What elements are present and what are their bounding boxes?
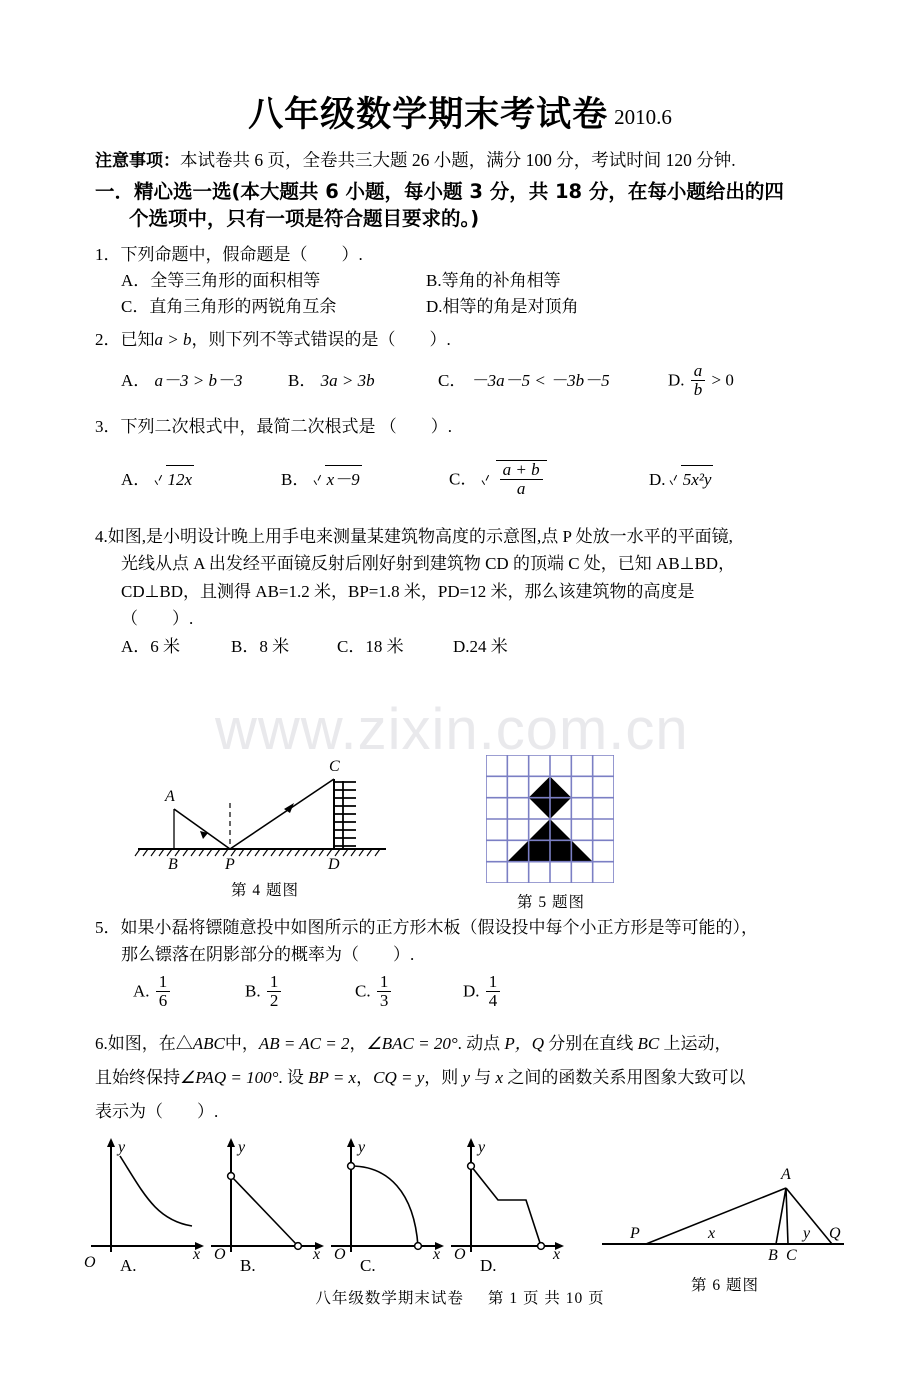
question-4 [95,523,840,661]
question-3-stem: 3．下列二次根式中，最简二次根式是 （ ）. [95,416,452,436]
question-6-line-2: 且始终保持∠PAQ = 100°. 设 BP = x，CQ = y，则 y 与 x 之间的函数关系用图象大致可以 [95,1067,746,1087]
graph-d-origin-label: O [454,1246,466,1259]
graph-a-drawing [86,1134,211,1259]
question-4-line-1: 4.如图,是小明设计晚上用手电来测量某建筑物高度的示意图,点 P 处放一水平的平面镜, [95,526,733,546]
exam-page [0,95,920,1398]
graph-a-origin-label: O [84,1254,96,1271]
sqrt-icon [482,460,547,499]
graph-b-drawing [206,1134,331,1259]
question-2-option-a: A． a－3 > b－3 [121,371,243,391]
question-1-option-b: B.等角的补角相等 [426,271,561,291]
notice-label: 注意事项： [95,151,180,171]
graph-c-y-label: y [358,1139,366,1156]
figure-question-5 [486,755,616,912]
figure-6-label-Q: Q [829,1225,841,1242]
figure-6-label-y: y [803,1225,811,1242]
question-2-option-c: C． －3a－5 < －3b－5 [438,371,610,391]
notice-text: 本试卷共 6 页，全卷共三大题 26 小题，满分 100 分，考试时间 120 分钟. [180,150,736,170]
question-4-option-d: D.24 米 [453,636,508,656]
figure-6-caption: 第 6 题图 [690,1277,759,1294]
figure-5-drawing [486,755,614,883]
figure-question-4 [130,753,400,900]
figure-4-label-A: A [165,788,175,805]
question-4-line-2: 光线从点 A 出发经平面镜反射后刚好射到建筑物 CD 的顶端 C 处，已知 AB⊥BD， [121,554,736,574]
section-one-line2: 个选项中，只有一项是符合题目要求的。) [129,206,480,230]
question-5-option-b-fraction: $\frac{1}{2}$ [267,973,282,1010]
question-1-options-row-2 [121,294,840,320]
question-3-option-a: A． 12x [121,465,281,493]
graph-d-y-label: y [478,1139,486,1156]
question-2-option-d: D. $\frac{a}{b}$ > 0 [668,361,734,399]
question-5-option-d: D. $\frac{1}{4}$ [463,974,502,1011]
sqrt-icon: 5x²y [670,465,714,493]
figure-question-6 [600,1146,850,1295]
question-3-options-row [121,460,840,499]
question-2-stem: 2．已知a > b，则下列不等式错误的是（ ）. [95,329,451,349]
question-2-inline-math: a > b [154,329,192,349]
footer-title: 八年级数学期末试卷 [315,1290,464,1307]
question-6 [95,1027,840,1129]
figure-6-drawing [600,1146,846,1264]
question-6-line-1: 6.如图，在△ABC中，AB = AC = 2，∠BAC = 20°. 动点 P，Q 分别在直线 BC 上运动， [95,1033,732,1053]
question-2-option-b: B． 3a > 3b [288,371,375,391]
question-1-options-row-1 [121,268,840,294]
figure-6-label-A: A [781,1166,791,1183]
graph-b-y-label: y [238,1139,246,1156]
question-5-line-2: 那么镖落在阴影部分的概率为（ ）. [121,944,415,964]
question-3-option-c-fraction: $\frac{a + b}{a}$ [500,461,543,498]
question-1-stem: 1．下列命题中，假命题是（ ）. [95,244,363,264]
figure-4-drawing [130,753,392,871]
question-1-option-d: D.相等的角是对顶角 [426,297,579,317]
footer-total-pages: 10 [565,1290,584,1307]
figure-5-caption: 第 5 题图 [516,894,585,911]
question-4-line-3: CD⊥BD，且测得 AB=1.2 米，BP=1.8 米，PD=12 米，那么该建筑物的高度是 [121,581,695,601]
graph-option-c [326,1134,451,1264]
figure-4-label-C: C [329,758,340,775]
page-title [0,95,920,135]
figure-4-label-D: D [328,856,340,871]
page-footer [0,1286,920,1308]
graph-option-a-label: A. [120,1256,137,1275]
question-5-option-b: B. $\frac{1}{2}$ [245,974,355,1011]
figure-6-label-C: C [786,1247,797,1264]
graph-option-c-label: C. [360,1256,376,1275]
graph-option-d [446,1134,571,1264]
question-5-option-c-fraction: $\frac{1}{3}$ [377,973,392,1010]
graph-a-y-label: y [118,1139,126,1156]
question-5-option-a: A. $\frac{1}{6}$ [133,974,245,1011]
graph-option-b-label: B. [240,1256,256,1275]
question-4-option-a: A．6 米 [121,636,181,656]
graph-c-drawing [326,1134,451,1259]
question-5-options-row [133,971,840,1011]
graph-d-drawing [446,1134,571,1259]
question-6-line-3: 表示为（ ）. [95,1101,219,1121]
exam-title: 八年级数学期末考试卷 [248,95,609,135]
question-5-option-a-fraction: $\frac{1}{6}$ [156,973,171,1010]
section-one-heading [95,179,840,233]
footer-page-number: 1 [509,1290,519,1307]
graph-c-x-label: x [433,1246,441,1259]
graph-option-b [206,1134,331,1264]
notice-line [95,149,920,173]
graph-b-origin-label: O [214,1246,226,1259]
graph-c-origin-label: O [334,1246,346,1259]
question-4-line-4: （ ）. [121,609,194,629]
section-one-line1: 一．精心选一选(本大题共 6 小题，每小题 3 分，共 18 分，在每小题给出的四 [95,179,784,203]
question-1-option-a: A．全等三角形的面积相等 [121,271,321,291]
graph-d-x-label: x [553,1246,561,1259]
footer-unit: 页 [588,1290,605,1307]
question-3-option-c: C． $\frac{a + b}{a}$ [449,460,649,499]
question-5-option-c: C. $\frac{1}{3}$ [355,974,463,1011]
question-5 [95,914,840,1011]
graph-option-d-label: D. [480,1256,497,1275]
figure-4-caption: 第 4 题图 [230,882,299,899]
question-4-option-b: B．8 米 [231,636,290,656]
question-4-options-row [121,633,840,661]
question-2 [95,327,840,400]
question-4-option-c: C．18 米 [337,636,404,656]
graph-b-x-label: x [313,1246,321,1259]
question-3-option-b: B． x－9 [281,465,449,493]
question-2-options-row [121,363,840,400]
sqrt-icon: x－9 [314,465,362,493]
footer-of-label: 页 共 [522,1290,561,1307]
graph-option-a [86,1134,211,1264]
site-watermark: www.zixin.com.cn [215,697,689,762]
question-5-option-d-fraction: $\frac{1}{4}$ [486,973,501,1010]
question-3-option-d: D. 5x²y [649,465,713,493]
graph-a-x-label: x [193,1246,201,1259]
exam-date: 2010.6 [614,105,672,129]
footer-page-label: 第 [487,1290,505,1307]
question-5-line-1: 5．如果小磊将镖随意投中如图所示的正方形木板（假设投中每个小正方形是等可能的）， [95,917,758,937]
question-1 [95,242,840,321]
question-1-option-c: C．直角三角形的两锐角互余 [121,297,337,317]
question-2-option-d-fraction: $\frac{a}{b}$ [691,362,706,399]
figure-4-label-P: P [225,856,235,871]
figure-6-label-P: P [630,1225,640,1242]
figure-6-label-B: B [768,1247,778,1264]
figure-6-label-x: x [708,1225,716,1242]
sqrt-icon: 12x [155,465,195,493]
question-3 [95,414,840,499]
figure-4-label-B: B [168,856,178,871]
